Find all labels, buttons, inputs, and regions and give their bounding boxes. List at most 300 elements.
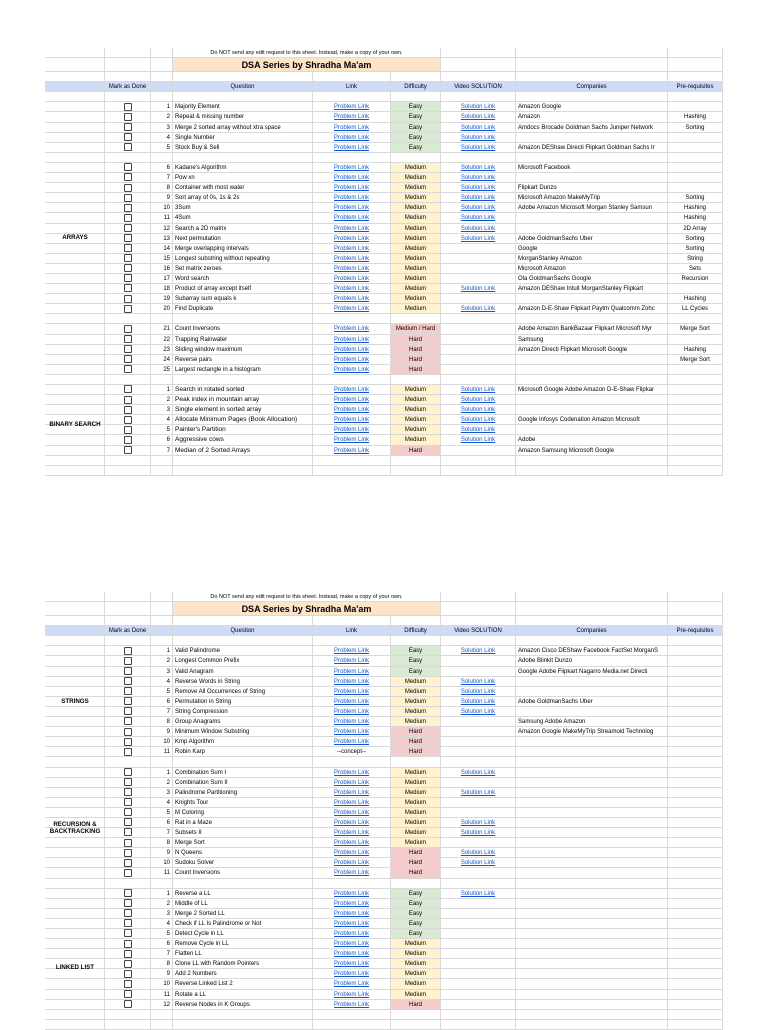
empty-cell bbox=[668, 72, 723, 82]
header-row bbox=[45, 626, 723, 636]
mark-done-cell[interactable] bbox=[105, 889, 151, 899]
prerequisite-cell bbox=[668, 102, 723, 112]
problem-link[interactable]: Problem Link bbox=[313, 163, 391, 173]
done-checkbox[interactable] bbox=[124, 929, 132, 937]
done-checkbox[interactable] bbox=[124, 295, 132, 303]
problem-link[interactable]: Problem Link bbox=[313, 929, 391, 939]
done-checkbox[interactable] bbox=[124, 385, 132, 393]
solution-link[interactable]: Solution Link bbox=[441, 304, 516, 314]
mark-done-cell[interactable] bbox=[105, 324, 151, 334]
problem-link[interactable]: Problem Link bbox=[313, 415, 391, 425]
done-checkbox[interactable] bbox=[124, 828, 132, 836]
done-checkbox[interactable] bbox=[124, 919, 132, 927]
mark-done-cell[interactable] bbox=[105, 143, 151, 153]
problem-link[interactable]: Problem Link bbox=[313, 385, 391, 395]
solution-link[interactable]: Solution Link bbox=[441, 163, 516, 173]
problem-link[interactable]: Problem Link bbox=[313, 848, 391, 858]
solution-link[interactable]: Solution Link bbox=[441, 425, 516, 435]
problem-link[interactable]: Problem Link bbox=[313, 949, 391, 959]
difficulty-cell: Medium bbox=[391, 717, 441, 727]
mark-done-cell[interactable] bbox=[105, 828, 151, 838]
companies-cell bbox=[516, 778, 668, 788]
mark-done-cell[interactable] bbox=[105, 979, 151, 989]
problem-link[interactable]: Problem Link bbox=[313, 405, 391, 415]
done-checkbox[interactable] bbox=[124, 960, 132, 968]
mark-done-cell[interactable] bbox=[105, 969, 151, 979]
problem-link[interactable]: Problem Link bbox=[313, 203, 391, 213]
problem-link[interactable]: Problem Link bbox=[313, 889, 391, 899]
problem-link[interactable]: Problem Link bbox=[313, 687, 391, 697]
problem-link[interactable]: Problem Link bbox=[313, 224, 391, 234]
problem-link[interactable]: Problem Link bbox=[313, 294, 391, 304]
mark-done-cell[interactable] bbox=[105, 667, 151, 677]
solution-link[interactable]: Solution Link bbox=[441, 385, 516, 395]
problem-link[interactable]: Problem Link bbox=[313, 244, 391, 254]
solution-link[interactable]: Solution Link bbox=[441, 133, 516, 143]
difficulty-cell: Hard bbox=[391, 355, 441, 365]
section-cell bbox=[45, 435, 105, 445]
done-checkbox[interactable] bbox=[124, 446, 132, 454]
done-checkbox[interactable] bbox=[124, 133, 132, 141]
problem-link[interactable]: Problem Link bbox=[313, 1000, 391, 1010]
done-checkbox[interactable] bbox=[124, 214, 132, 222]
empty-cell bbox=[668, 48, 723, 58]
problem-question: Check if LL Is Palindrome or Not bbox=[173, 919, 313, 929]
empty-cell bbox=[173, 153, 313, 163]
problem-question: Combination Sum I bbox=[173, 768, 313, 778]
mark-done-cell[interactable] bbox=[105, 677, 151, 687]
solution-link[interactable]: Solution Link bbox=[441, 193, 516, 203]
mark-done-cell[interactable] bbox=[105, 1000, 151, 1010]
done-checkbox[interactable] bbox=[124, 406, 132, 414]
problem-link[interactable]: Problem Link bbox=[313, 828, 391, 838]
section-cell bbox=[45, 345, 105, 355]
mark-done-cell[interactable] bbox=[105, 123, 151, 133]
done-checkbox[interactable] bbox=[124, 798, 132, 806]
solution-link[interactable]: Solution Link bbox=[441, 183, 516, 193]
done-checkbox[interactable] bbox=[124, 1000, 132, 1008]
done-checkbox[interactable] bbox=[124, 909, 132, 917]
done-checkbox[interactable] bbox=[124, 768, 132, 776]
problem-link[interactable]: Problem Link bbox=[313, 435, 391, 445]
done-checkbox[interactable] bbox=[124, 778, 132, 786]
problem-link[interactable]: Problem Link bbox=[313, 345, 391, 355]
solution-link[interactable]: Solution Link bbox=[441, 224, 516, 234]
problem-link[interactable]: Problem Link bbox=[313, 768, 391, 778]
problem-link[interactable]: Problem Link bbox=[313, 990, 391, 1000]
mark-done-cell[interactable] bbox=[105, 183, 151, 193]
problem-question: Flatten LL bbox=[173, 949, 313, 959]
done-checkbox[interactable] bbox=[124, 113, 132, 121]
done-checkbox[interactable] bbox=[124, 728, 132, 736]
solution-link[interactable]: Solution Link bbox=[441, 858, 516, 868]
done-checkbox[interactable] bbox=[124, 234, 132, 242]
mark-done-cell[interactable] bbox=[105, 193, 151, 203]
problem-row bbox=[45, 798, 723, 808]
solution-link[interactable]: Solution Link bbox=[441, 677, 516, 687]
problem-link[interactable]: Problem Link bbox=[313, 355, 391, 365]
done-checkbox[interactable] bbox=[124, 970, 132, 978]
mark-done-cell[interactable] bbox=[105, 304, 151, 314]
problem-link[interactable]: Problem Link bbox=[313, 234, 391, 244]
problem-link[interactable]: Problem Link bbox=[313, 707, 391, 717]
done-checkbox[interactable] bbox=[124, 940, 132, 948]
problem-link[interactable]: Problem Link bbox=[313, 909, 391, 919]
problem-link[interactable]: Problem Link bbox=[313, 697, 391, 707]
solution-link[interactable]: Solution Link bbox=[441, 284, 516, 294]
done-checkbox[interactable] bbox=[124, 335, 132, 343]
problem-number: 15 bbox=[151, 254, 173, 264]
problem-link[interactable]: Problem Link bbox=[313, 737, 391, 747]
solution-link[interactable]: Solution Link bbox=[441, 768, 516, 778]
mark-done-cell[interactable] bbox=[105, 173, 151, 183]
done-checkbox[interactable] bbox=[124, 244, 132, 252]
problem-question: Painter's Partition bbox=[173, 425, 313, 435]
problem-link[interactable]: Problem Link bbox=[313, 646, 391, 656]
problem-number: 10 bbox=[151, 858, 173, 868]
mark-done-cell[interactable] bbox=[105, 798, 151, 808]
problem-link[interactable]: Problem Link bbox=[313, 979, 391, 989]
done-checkbox[interactable] bbox=[124, 869, 132, 877]
companies-cell: Amazon Samsung Microsoft Google bbox=[516, 446, 668, 456]
mark-done-cell[interactable] bbox=[105, 133, 151, 143]
solution-link[interactable]: Solution Link bbox=[441, 707, 516, 717]
section-cell bbox=[45, 1000, 105, 1010]
empty-cell bbox=[441, 602, 516, 616]
done-checkbox[interactable] bbox=[124, 274, 132, 282]
mark-done-cell[interactable] bbox=[105, 838, 151, 848]
solution-link[interactable]: Solution Link bbox=[441, 143, 516, 153]
mark-done-cell[interactable] bbox=[105, 435, 151, 445]
mark-done-cell[interactable] bbox=[105, 254, 151, 264]
problem-link[interactable]: Problem Link bbox=[313, 254, 391, 264]
problem-link[interactable]: Problem Link bbox=[313, 939, 391, 949]
solution-link[interactable]: Solution Link bbox=[441, 415, 516, 425]
companies-cell bbox=[516, 1000, 668, 1010]
mark-done-cell[interactable] bbox=[105, 848, 151, 858]
prerequisite-cell bbox=[668, 798, 723, 808]
mark-done-cell[interactable] bbox=[105, 717, 151, 727]
done-checkbox[interactable] bbox=[124, 738, 132, 746]
mark-done-cell[interactable] bbox=[105, 425, 151, 435]
problem-link[interactable]: Problem Link bbox=[313, 667, 391, 677]
mark-done-cell[interactable] bbox=[105, 355, 151, 365]
done-checkbox[interactable] bbox=[124, 325, 132, 333]
mark-done-cell[interactable] bbox=[105, 788, 151, 798]
done-checkbox[interactable] bbox=[124, 899, 132, 907]
mark-done-cell[interactable] bbox=[105, 446, 151, 456]
done-checkbox[interactable] bbox=[124, 345, 132, 353]
done-checkbox[interactable] bbox=[124, 980, 132, 988]
notice-text: Do NOT send any edit request to this sheet. Instead, make a copy of your own. bbox=[173, 592, 441, 602]
problem-row bbox=[45, 264, 723, 274]
solution-link[interactable]: Solution Link bbox=[441, 112, 516, 122]
companies-cell: Amazon Directi Flipkart Microsoft Google bbox=[516, 345, 668, 355]
problem-row bbox=[45, 224, 723, 234]
mark-done-cell[interactable] bbox=[105, 284, 151, 294]
done-checkbox[interactable] bbox=[124, 204, 132, 212]
solution-link[interactable]: Solution Link bbox=[441, 848, 516, 858]
mark-done-cell[interactable] bbox=[105, 294, 151, 304]
mark-done-cell[interactable] bbox=[105, 224, 151, 234]
empty-cell bbox=[151, 314, 173, 324]
done-checkbox[interactable] bbox=[124, 436, 132, 444]
mark-done-cell[interactable] bbox=[105, 697, 151, 707]
empty-cell bbox=[441, 466, 516, 476]
section-cell bbox=[45, 646, 105, 656]
mark-done-cell[interactable] bbox=[105, 858, 151, 868]
problem-row bbox=[45, 687, 723, 697]
done-checkbox[interactable] bbox=[124, 859, 132, 867]
problem-row bbox=[45, 818, 723, 828]
problem-link[interactable]: Problem Link bbox=[313, 808, 391, 818]
problem-link[interactable]: Problem Link bbox=[313, 112, 391, 122]
done-checkbox[interactable] bbox=[124, 788, 132, 796]
done-checkbox[interactable] bbox=[124, 667, 132, 675]
mark-done-cell[interactable] bbox=[105, 203, 151, 213]
empty-cell bbox=[173, 92, 313, 102]
spacer-row bbox=[45, 72, 723, 82]
solution-link[interactable]: Solution Link bbox=[441, 889, 516, 899]
problem-link[interactable]: Problem Link bbox=[313, 717, 391, 727]
problem-link[interactable]: Problem Link bbox=[313, 274, 391, 284]
solution-link[interactable]: Solution Link bbox=[441, 213, 516, 223]
section-label: ARRAYS bbox=[62, 233, 88, 241]
solution-link[interactable]: Solution Link bbox=[441, 395, 516, 405]
mark-done-cell[interactable] bbox=[105, 102, 151, 112]
problem-link[interactable]: Problem Link bbox=[313, 102, 391, 112]
done-checkbox[interactable] bbox=[124, 103, 132, 111]
problem-link[interactable]: Problem Link bbox=[313, 335, 391, 345]
solution-link[interactable]: Solution Link bbox=[441, 788, 516, 798]
problem-link[interactable]: Problem Link bbox=[313, 324, 391, 334]
done-checkbox[interactable] bbox=[124, 808, 132, 816]
empty-cell bbox=[391, 1020, 441, 1030]
mark-done-cell[interactable] bbox=[105, 747, 151, 757]
done-checkbox[interactable] bbox=[124, 697, 132, 705]
done-checkbox[interactable] bbox=[124, 647, 132, 655]
empty-cell bbox=[516, 153, 668, 163]
done-checkbox[interactable] bbox=[124, 123, 132, 131]
problem-link[interactable]: Problem Link bbox=[313, 173, 391, 183]
problem-link[interactable]: Problem Link bbox=[313, 365, 391, 375]
prerequisite-cell bbox=[668, 717, 723, 727]
mark-done-cell[interactable] bbox=[105, 112, 151, 122]
done-checkbox[interactable] bbox=[124, 717, 132, 725]
problem-link[interactable]: Problem Link bbox=[313, 798, 391, 808]
difficulty-cell: Medium bbox=[391, 707, 441, 717]
solution-link[interactable]: Solution Link bbox=[441, 697, 516, 707]
problem-link[interactable]: Problem Link bbox=[313, 133, 391, 143]
mark-done-cell[interactable] bbox=[105, 707, 151, 717]
header-companies: Companies bbox=[516, 626, 668, 636]
empty-cell bbox=[105, 1020, 151, 1030]
problem-link[interactable]: Problem Link bbox=[313, 969, 391, 979]
mark-done-cell[interactable] bbox=[105, 929, 151, 939]
done-checkbox[interactable] bbox=[124, 184, 132, 192]
done-checkbox[interactable] bbox=[124, 284, 132, 292]
problem-link[interactable]: Problem Link bbox=[313, 425, 391, 435]
done-checkbox[interactable] bbox=[124, 396, 132, 404]
problem-number: 9 bbox=[151, 969, 173, 979]
mark-done-cell[interactable] bbox=[105, 919, 151, 929]
problem-link[interactable]: Problem Link bbox=[313, 858, 391, 868]
problem-link[interactable]: Problem Link bbox=[313, 123, 391, 133]
mark-done-cell[interactable] bbox=[105, 959, 151, 969]
problem-link[interactable]: Problem Link bbox=[313, 788, 391, 798]
mark-done-cell[interactable] bbox=[105, 949, 151, 959]
done-checkbox[interactable] bbox=[124, 707, 132, 715]
solution-link[interactable]: Solution Link bbox=[441, 173, 516, 183]
mark-done-cell[interactable] bbox=[105, 646, 151, 656]
done-checkbox[interactable] bbox=[124, 677, 132, 685]
difficulty-cell: Easy bbox=[391, 143, 441, 153]
empty-cell bbox=[105, 72, 151, 82]
mark-done-cell[interactable] bbox=[105, 244, 151, 254]
empty-cell bbox=[105, 58, 151, 72]
empty-cell bbox=[516, 314, 668, 324]
problem-row bbox=[45, 858, 723, 868]
empty-cell bbox=[516, 1010, 668, 1020]
companies-cell bbox=[516, 294, 668, 304]
done-checkbox[interactable] bbox=[124, 365, 132, 373]
problem-link[interactable]: Problem Link bbox=[313, 183, 391, 193]
mark-done-cell[interactable] bbox=[105, 405, 151, 415]
problem-link[interactable]: Problem Link bbox=[313, 284, 391, 294]
mark-done-cell[interactable] bbox=[105, 868, 151, 878]
mark-done-cell[interactable] bbox=[105, 899, 151, 909]
solution-link[interactable]: Solution Link bbox=[441, 818, 516, 828]
done-checkbox[interactable] bbox=[124, 194, 132, 202]
mark-done-cell[interactable] bbox=[105, 415, 151, 425]
problem-link[interactable]: Problem Link bbox=[313, 656, 391, 666]
done-checkbox[interactable] bbox=[124, 990, 132, 998]
problem-link[interactable]: Problem Link bbox=[313, 213, 391, 223]
done-checkbox[interactable] bbox=[124, 839, 132, 847]
done-checkbox[interactable] bbox=[124, 818, 132, 826]
mark-done-cell[interactable] bbox=[105, 656, 151, 666]
problem-link[interactable]: Problem Link bbox=[313, 304, 391, 314]
problem-link[interactable]: Problem Link bbox=[313, 919, 391, 929]
mark-done-cell[interactable] bbox=[105, 335, 151, 345]
mark-done-cell[interactable] bbox=[105, 808, 151, 818]
done-checkbox[interactable] bbox=[124, 950, 132, 958]
done-checkbox[interactable] bbox=[124, 657, 132, 665]
mark-done-cell[interactable] bbox=[105, 213, 151, 223]
section-cell bbox=[45, 990, 105, 1000]
mark-done-cell[interactable] bbox=[105, 687, 151, 697]
prerequisite-cell bbox=[668, 405, 723, 415]
empty-cell bbox=[441, 375, 516, 385]
mark-done-cell[interactable] bbox=[105, 768, 151, 778]
done-checkbox[interactable] bbox=[124, 416, 132, 424]
prerequisite-cell: Hashing bbox=[668, 213, 723, 223]
spacer-row bbox=[45, 757, 723, 767]
problem-link[interactable]: Problem Link bbox=[313, 868, 391, 878]
mark-done-cell[interactable] bbox=[105, 274, 151, 284]
mark-done-cell[interactable] bbox=[105, 939, 151, 949]
difficulty-cell: Easy bbox=[391, 899, 441, 909]
mark-done-cell[interactable] bbox=[105, 727, 151, 737]
problem-link[interactable]: Problem Link bbox=[313, 838, 391, 848]
problem-question: Allocate Minimum Pages (Book Allocation) bbox=[173, 415, 313, 425]
problem-link[interactable]: Problem Link bbox=[313, 264, 391, 274]
done-checkbox[interactable] bbox=[124, 264, 132, 272]
problem-link[interactable]: Problem Link bbox=[313, 193, 391, 203]
mark-done-cell[interactable] bbox=[105, 234, 151, 244]
companies-cell: Amazon D-E-Shaw Flipkart Paytm Qualcomm Zohc bbox=[516, 304, 668, 314]
problem-question: Container with most water bbox=[173, 183, 313, 193]
mark-done-cell[interactable] bbox=[105, 990, 151, 1000]
problem-number: 9 bbox=[151, 727, 173, 737]
prerequisite-cell: Sorting bbox=[668, 234, 723, 244]
solution-link[interactable]: Solution Link bbox=[441, 828, 516, 838]
done-checkbox[interactable] bbox=[124, 426, 132, 434]
mark-done-cell[interactable] bbox=[105, 264, 151, 274]
solution-link[interactable]: Solution Link bbox=[441, 234, 516, 244]
empty-cell bbox=[391, 72, 441, 82]
done-checkbox[interactable] bbox=[124, 849, 132, 857]
done-checkbox[interactable] bbox=[124, 173, 132, 181]
done-checkbox[interactable] bbox=[124, 224, 132, 232]
problem-link[interactable]: Problem Link bbox=[313, 143, 391, 153]
problem-link[interactable]: Problem Link bbox=[313, 818, 391, 828]
mark-done-cell[interactable] bbox=[105, 909, 151, 919]
problem-link[interactable]: Problem Link bbox=[313, 446, 391, 456]
problem-link[interactable]: Problem Link bbox=[313, 677, 391, 687]
done-checkbox[interactable] bbox=[124, 254, 132, 262]
empty-cell bbox=[313, 456, 391, 466]
section-cell bbox=[45, 264, 105, 274]
problem-link[interactable]: Problem Link bbox=[313, 395, 391, 405]
solution-link[interactable]: Solution Link bbox=[441, 123, 516, 133]
solution-link[interactable]: Solution Link bbox=[441, 102, 516, 112]
problem-question: Merge 2 Sorted LL bbox=[173, 909, 313, 919]
mark-done-cell[interactable] bbox=[105, 395, 151, 405]
mark-done-cell[interactable] bbox=[105, 345, 151, 355]
mark-done-cell[interactable] bbox=[105, 365, 151, 375]
solution-link[interactable]: Solution Link bbox=[441, 646, 516, 656]
mark-done-cell[interactable] bbox=[105, 737, 151, 747]
problem-link[interactable]: Problem Link bbox=[313, 899, 391, 909]
solution-empty bbox=[441, 274, 516, 284]
solution-link[interactable]: Solution Link bbox=[441, 405, 516, 415]
section-cell bbox=[45, 808, 105, 818]
problem-link[interactable]: Problem Link bbox=[313, 959, 391, 969]
mark-done-cell[interactable] bbox=[105, 163, 151, 173]
done-checkbox[interactable] bbox=[124, 687, 132, 695]
done-checkbox[interactable] bbox=[124, 163, 132, 171]
done-checkbox[interactable] bbox=[124, 143, 132, 151]
done-checkbox[interactable] bbox=[124, 305, 132, 313]
problem-link[interactable]: Problem Link bbox=[313, 727, 391, 737]
mark-done-cell[interactable] bbox=[105, 778, 151, 788]
problem-question: Knights Tour bbox=[173, 798, 313, 808]
mark-done-cell[interactable] bbox=[105, 385, 151, 395]
solution-link[interactable]: Solution Link bbox=[441, 687, 516, 697]
done-checkbox[interactable] bbox=[124, 748, 132, 756]
done-checkbox[interactable] bbox=[124, 355, 132, 363]
notice-text: Do NOT send any edit request to this sheet. Instead, make a copy of your own. bbox=[173, 48, 441, 58]
problem-link[interactable]: Problem Link bbox=[313, 778, 391, 788]
solution-link[interactable]: Solution Link bbox=[441, 435, 516, 445]
solution-link[interactable]: Solution Link bbox=[441, 203, 516, 213]
done-checkbox[interactable] bbox=[124, 889, 132, 897]
difficulty-cell: Medium bbox=[391, 213, 441, 223]
problem-number: 11 bbox=[151, 747, 173, 757]
mark-done-cell[interactable] bbox=[105, 818, 151, 828]
problem-question: Valid Anagram bbox=[173, 667, 313, 677]
